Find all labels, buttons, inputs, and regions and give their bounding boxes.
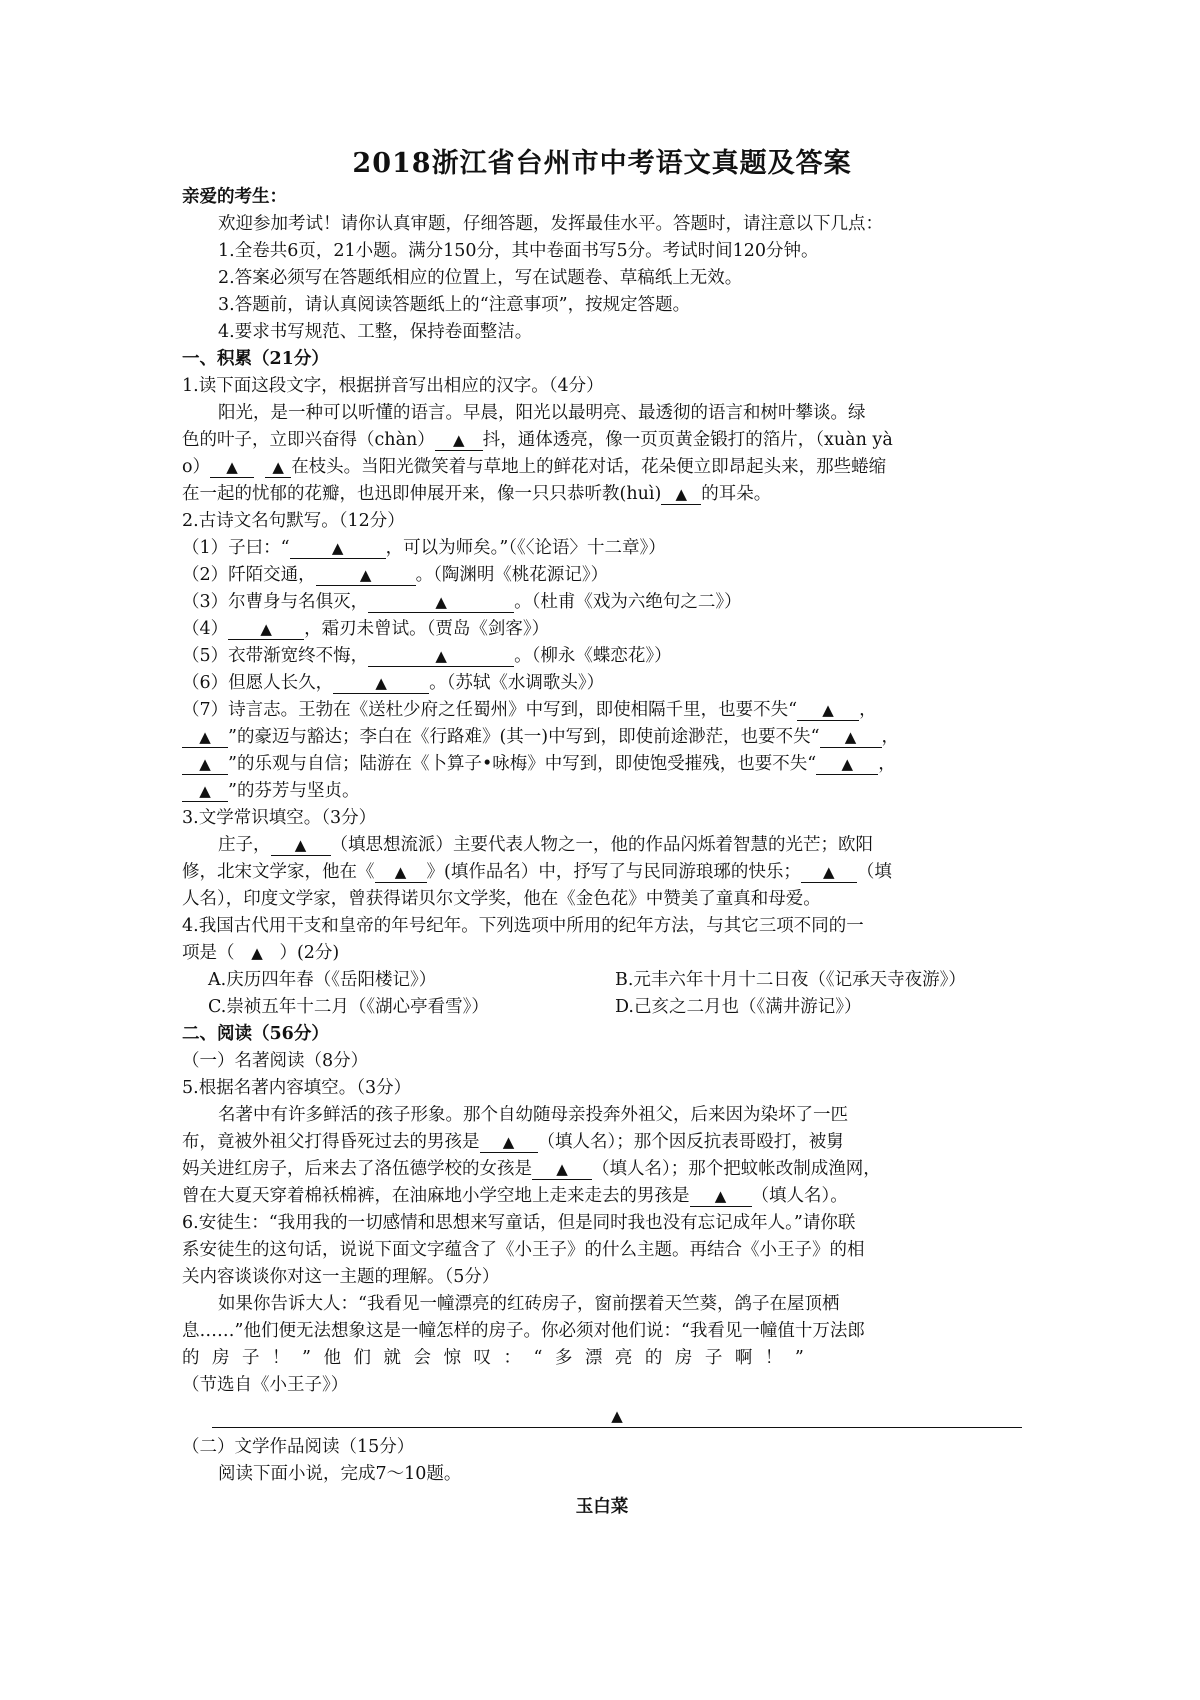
q5-line-2 — [182, 1129, 1022, 1156]
comma: ， — [859, 700, 877, 720]
section-2-heading: 二、阅读（56分） — [182, 1024, 329, 1044]
q6-line-2: 系安徒生的这句话，说说下面文字蕴含了《小王子》的什么主题。再结合《小王子》的相 — [182, 1240, 865, 1260]
q1-line-2-a: 色的叶子，立即兴奋得（chàn） — [182, 430, 435, 450]
q5-line-3 — [182, 1156, 1022, 1183]
answer-blank[interactable] — [801, 862, 857, 883]
q1-line-4-a: 在一起的忧郁的花瓣，也迅即伸展开来，像一只只恭听教(huì) — [182, 484, 662, 504]
triangle-marker: ▲ — [822, 701, 834, 719]
answer-blank[interactable] — [368, 592, 514, 613]
q1-line-3 — [182, 454, 1022, 481]
q2-item-7-text-1: （7）诗言志。王勃在《送杜少府之任蜀州》中写到，即使相隔千里，也要不失“ — [182, 700, 798, 720]
q2-item-1-a: （1）子曰：“ — [182, 538, 290, 558]
triangle-marker: ▲ — [199, 728, 211, 746]
q4-line-2-a: 项是（ — [182, 943, 235, 963]
q2-item-3-a: （3）尔曹身与名俱灭， — [182, 592, 369, 612]
q3-line-1 — [182, 832, 1022, 859]
answer-blank[interactable] — [532, 1159, 592, 1180]
answer-blank[interactable] — [210, 457, 254, 478]
q2-item-1 — [182, 535, 1022, 562]
answer-blank[interactable] — [816, 754, 878, 775]
triangle-marker: ▲ — [272, 458, 284, 476]
triangle-marker: ▲ — [841, 755, 853, 773]
answer-blank[interactable] — [228, 619, 304, 640]
q6-passage-3: 的房子！”他们就会惊叹：“多漂亮的房子啊！” — [182, 1348, 817, 1368]
greeting: 亲爱的考生： — [182, 187, 287, 207]
triangle-marker: ▲ — [394, 863, 407, 881]
subsection-2-heading: （二）文学作品阅读（15分） — [182, 1437, 415, 1457]
q2-item-5 — [182, 643, 1022, 670]
comma: ， — [878, 754, 896, 774]
choice-c[interactable]: C.崇祯五年十二月（《湖心亭看雪》） — [208, 997, 489, 1017]
exam-page — [182, 146, 1022, 1521]
q1-line-3-a: o） — [182, 457, 211, 477]
q2-item-4-a: （4） — [182, 619, 229, 639]
q2-item-7-text-4: ”的芬芳与坚贞。 — [228, 781, 360, 801]
triangle-marker: ▲ — [502, 1133, 515, 1151]
answer-blank[interactable] — [661, 484, 701, 505]
q1-stem: 1.读下面这段文字，根据拼音写出相应的汉字。（4分） — [182, 376, 604, 396]
triangle-marker: ▲ — [251, 944, 263, 962]
q4-line-2-b: ）(2分) — [279, 943, 340, 963]
q3-line-2-c: （填 — [856, 862, 892, 882]
section-1-heading: 一、积累（21分） — [182, 349, 329, 369]
triangle-marker: ▲ — [453, 431, 465, 449]
q3-line-2 — [182, 859, 1022, 886]
answer-blank[interactable] — [182, 754, 228, 775]
q2-item-5-b: 。（柳永《蝶恋花》） — [514, 646, 672, 666]
answer-blank[interactable] — [333, 673, 429, 694]
q6-passage-2: 息……”他们便无法想象这是一幢怎样的房子。你必须对他们说：“我看见一幢值十万法郎 — [182, 1321, 865, 1341]
choice-d[interactable]: D.己亥之二月也（《满井游记》） — [615, 997, 862, 1017]
comma: ， — [881, 727, 900, 747]
q2-item-6-a: （6）但愿人长久， — [182, 673, 334, 693]
note-2: 2.答案必须写在答题纸相应的位置上，写在试题卷、草稿纸上无效。 — [218, 268, 743, 288]
answer-blank[interactable] — [797, 700, 859, 721]
triangle-marker: ▲ — [226, 458, 238, 476]
story-title: 玉白菜 — [575, 1497, 629, 1517]
answer-blank[interactable] — [290, 538, 386, 559]
q2-item-4-b: ，霜刃未曾试。（贾岛《剑客》） — [304, 619, 550, 639]
q2-item-2-b: 。（陶渊明《桃花源记》） — [415, 565, 609, 585]
choice-a[interactable]: A.庆历四年春（《岳阳楼记》） — [208, 970, 437, 990]
q4-stem: 4.我国古代用干支和皇帝的年号纪年。下列选项中所用的纪年方法，与其它三项不同的一 — [182, 916, 864, 936]
q5-line-4 — [182, 1183, 1022, 1210]
intro: 欢迎参加考试！请你认真审题，仔细答题，发挥最佳水平。答题时，请注意以下几点： — [218, 214, 883, 234]
triangle-marker: ▲ — [435, 647, 447, 665]
q2-item-4 — [182, 616, 1022, 643]
q3-line-1-a: 庄子， — [218, 835, 271, 855]
q5-line-1: 名著中有许多鲜活的孩子形象。那个自幼随母亲投奔外祖父，后来因为染坏了一匹 — [218, 1105, 848, 1125]
reading-instruction: 阅读下面小说，完成7～10题。 — [218, 1464, 462, 1484]
q6-answer-line[interactable] — [212, 1403, 1022, 1428]
q2-item-3-b: 。（杜甫《戏为六绝句之二》） — [514, 592, 742, 612]
q2-item-2 — [182, 562, 1022, 589]
q2-item-7-line-3 — [182, 751, 1022, 778]
note-1: 1.全卷共6页，21小题。满分150分，其中卷面书写5分。考试时间120分钟。 — [218, 241, 819, 261]
triangle-marker: ▲ — [611, 1407, 623, 1425]
q2-item-7-line-4 — [182, 778, 1022, 805]
triangle-marker: ▲ — [375, 674, 387, 692]
q3-line-3: 人名），印度文学家，曾获得诺贝尔文学奖，他在《金色花》中赞美了童真和母爱。 — [182, 889, 821, 909]
q2-item-1-b: ，可以为师矣。”（《〈论语〉十二章》） — [385, 538, 666, 558]
answer-blank[interactable] — [182, 727, 228, 748]
q2-item-7-line-1 — [182, 697, 1022, 724]
q3-line-1-b: （填思想流派）主要代表人物之一，他的作品闪烁着智慧的光芒；欧阳 — [330, 835, 873, 855]
answer-blank[interactable] — [435, 430, 483, 451]
q5-line-2-b: （填人名）；那个因反抗表哥殴打，被舅 — [537, 1132, 844, 1152]
triangle-marker: ▲ — [199, 755, 211, 773]
q2-item-5-a: （5）衣带渐宽终不悔， — [182, 646, 369, 666]
answer-blank[interactable] — [690, 1186, 752, 1207]
triangle-marker: ▲ — [844, 728, 857, 746]
q1-line-3-b: 在枝头。当阳光微笑着与草地上的鲜花对话，花朵便立即昂起头来，那些蜷缩 — [291, 457, 887, 477]
q1-line-2 — [182, 427, 1022, 454]
triangle-marker: ▲ — [675, 485, 688, 503]
q2-stem: 2.古诗文名句默写。（12分） — [182, 511, 405, 531]
answer-blank[interactable] — [820, 727, 882, 748]
q5-line-3-b: （填人名）；那个把蚊帐改制成渔网， — [592, 1159, 881, 1179]
q2-item-2-a: （2）阡陌交通， — [182, 565, 316, 585]
q6-line-1: 6.安徒生：“我用我的一切感情和思想来写童话，但是同时我也没有忘记成年人。”请你联 — [182, 1213, 856, 1233]
q6-line-3: 关内容谈谈你对这一主题的理解。（5分） — [182, 1267, 500, 1287]
triangle-marker: ▲ — [331, 539, 344, 557]
q1-line-4 — [182, 481, 1022, 508]
q2-item-3 — [182, 589, 1022, 616]
triangle-marker: ▲ — [556, 1160, 568, 1178]
triangle-marker: ▲ — [294, 836, 307, 854]
triangle-marker: ▲ — [435, 593, 447, 611]
answer-blank[interactable] — [480, 1132, 538, 1153]
q5-line-4-a: 曾在大夏天穿着棉袄棉裤，在油麻地小学空地上走来走去的男孩是 — [182, 1186, 690, 1206]
q4-choices-row-2 — [182, 994, 1022, 1021]
q1-line-1: 阳光，是一种可以听懂的语言。早晨，阳光以最明亮、最透彻的语言和树叶攀谈。绿 — [218, 403, 866, 423]
triangle-marker: ▲ — [823, 863, 835, 881]
q4-choices-row-1 — [182, 967, 1022, 994]
q1-line-2-b: 抖，通体透亮，像一页页黄金锻打的箔片，（xuàn yà — [482, 430, 893, 450]
q2-item-6-b: 。（苏轼《水调歌头》） — [429, 673, 605, 693]
q4-line-2 — [182, 940, 1022, 967]
triangle-marker: ▲ — [359, 566, 372, 584]
q2-item-7-line-2 — [182, 724, 1022, 751]
answer-blank[interactable] — [271, 835, 331, 856]
subsection-1-heading: （一）名著阅读（8分） — [182, 1051, 369, 1071]
q6-passage-1: 如果你告诉大人：“我看见一幢漂亮的红砖房子，窗前摆着天竺葵，鸽子在屋顶栖 — [218, 1294, 840, 1314]
q6-source: （节选自《小王子》） — [182, 1375, 349, 1395]
note-4: 4.要求书写规范、工整，保持卷面整洁。 — [218, 322, 533, 342]
q5-line-3-a: 妈关进红房子，后来去了洛伍德学校的女孩是 — [182, 1159, 532, 1179]
q2-item-7-text-2: ”的豪迈与豁达；李白在《行路难》(其一)中写到，即使前途渺茫，也要不失“ — [228, 727, 820, 747]
q2-item-6 — [182, 670, 1022, 697]
q5-line-2-a: 布，竟被外祖父打得昏死过去的男孩是 — [182, 1132, 480, 1152]
document-title: 2018浙江省台州市中考语文真题及答案 — [352, 148, 852, 179]
q1-line-4-b: 的耳朵。 — [701, 484, 772, 504]
triangle-marker: ▲ — [260, 620, 272, 638]
q5-line-4-b: （填人名）。 — [751, 1186, 848, 1206]
answer-blank[interactable] — [375, 862, 427, 883]
q2-item-7-text-3: ”的乐观与自信；陆游在《卜算子•咏梅》中写到，即使饱受摧残，也要不失“ — [228, 754, 817, 774]
note-3: 3.答题前，请认真阅读答题纸上的“注意事项”，按规定答题。 — [218, 295, 691, 315]
answer-blank[interactable] — [265, 457, 291, 478]
q5-stem: 5.根据名著内容填空。（3分） — [182, 1078, 412, 1098]
triangle-marker: ▲ — [714, 1187, 727, 1205]
triangle-marker: ▲ — [199, 782, 211, 800]
answer-blank[interactable] — [182, 781, 228, 802]
answer-blank[interactable] — [368, 646, 514, 667]
q3-line-2-a: 修，北宋文学家，他在《 — [182, 862, 375, 882]
q3-line-2-b: 》(填作品名）中，抒写了与民同游琅琊的快乐； — [426, 862, 801, 882]
choice-b[interactable]: B.元丰六年十月十二日夜（《记承天寺夜游》） — [615, 970, 966, 990]
answer-blank[interactable] — [316, 565, 416, 586]
q3-stem: 3.文学常识填空。（3分） — [182, 808, 377, 828]
